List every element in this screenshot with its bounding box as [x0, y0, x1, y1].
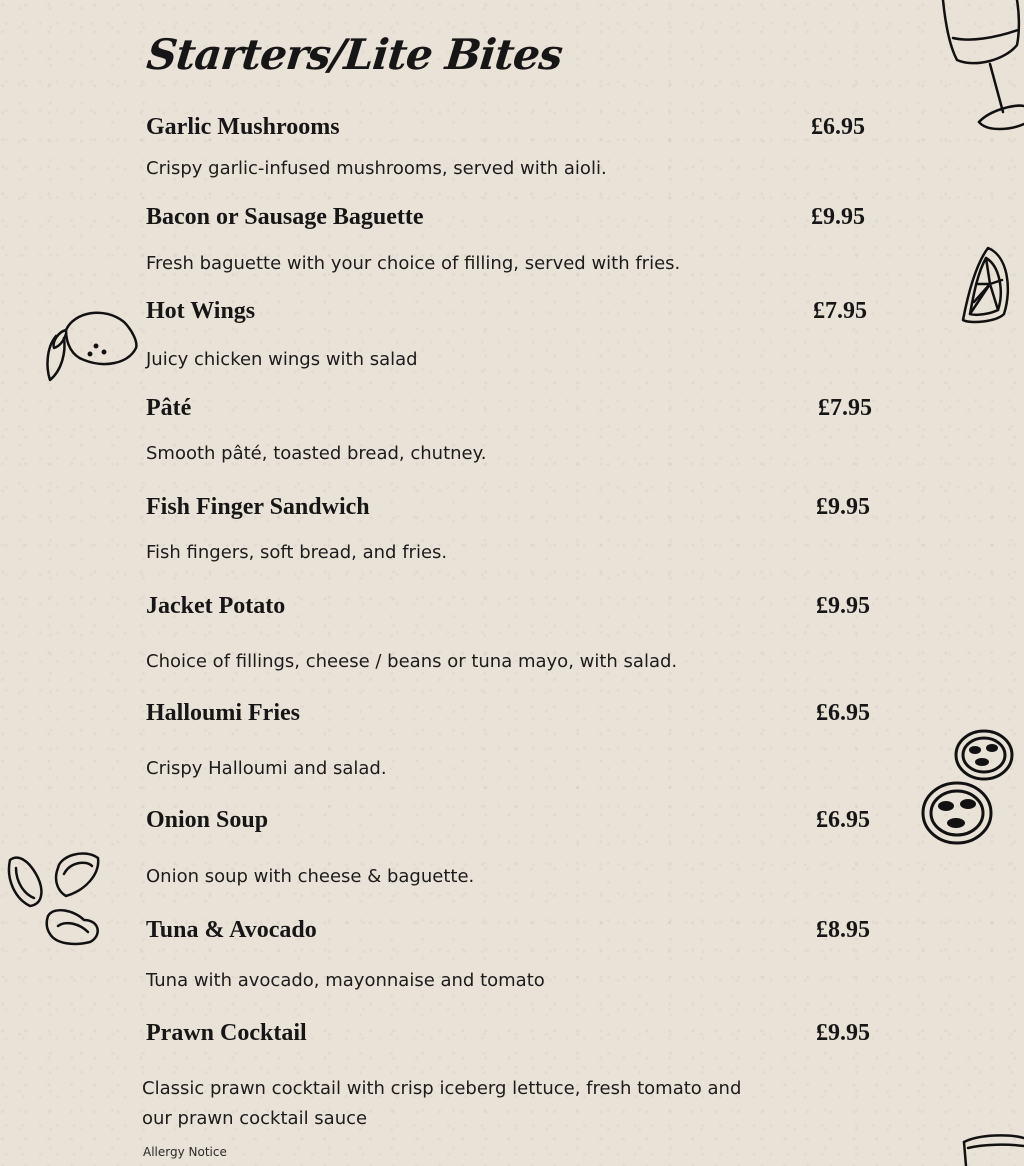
item-price: £6.95	[816, 700, 870, 726]
tomato-slices-icon	[920, 728, 1016, 848]
item-price: £6.95	[816, 807, 870, 833]
item-name: Bacon or Sausage Baguette	[146, 204, 424, 230]
item-price: £9.95	[811, 204, 865, 230]
item-name: Prawn Cocktail	[146, 1020, 307, 1046]
item-description: Smooth pâté, toasted bread, chutney.	[146, 443, 487, 464]
lemon-icon	[44, 308, 140, 384]
item-name: Hot Wings	[146, 298, 256, 324]
item-price: £9.95	[816, 593, 870, 619]
cup-icon	[960, 1132, 1024, 1166]
wine-glass-icon	[935, 0, 1024, 140]
item-price: £6.95	[811, 114, 865, 140]
item-description: Fresh baguette with your choice of filling, served with fries.	[146, 253, 681, 274]
oysters-icon	[4, 848, 104, 948]
item-name: Tuna & Avocado	[146, 917, 317, 943]
item-description: Crispy garlic-infused mushrooms, served with aioli.	[146, 158, 607, 179]
item-description: Fish fingers, soft bread, and fries.	[146, 542, 448, 563]
item-description: Classic prawn cocktail with crisp iceberg lettuce, fresh tomato and our prawn cocktail sauce	[142, 1078, 742, 1129]
item-price: £8.95	[816, 917, 870, 943]
item-description: Tuna with avocado, mayonnaise and tomato	[146, 970, 545, 991]
item-name: Fish Finger Sandwich	[146, 494, 370, 520]
item-name: Garlic Mushrooms	[146, 114, 340, 140]
orange-slice-icon	[958, 244, 1014, 326]
allergy-notice: Allergy Notice	[143, 1145, 227, 1159]
item-description: Crispy Halloumi and salad.	[146, 758, 387, 779]
item-price: £7.95	[818, 395, 872, 421]
item-price: £9.95	[816, 1020, 870, 1046]
item-description: Choice of fillings, cheese / beans or tuna mayo, with salad.	[146, 651, 678, 672]
item-name: Pâté	[146, 395, 192, 421]
item-price: £7.95	[813, 298, 867, 324]
item-name: Halloumi Fries	[146, 700, 300, 726]
item-name: Onion Soup	[146, 807, 269, 833]
item-name: Jacket Potato	[146, 593, 286, 619]
menu-title: Starters/Lite Bites	[144, 30, 565, 79]
item-description: Onion soup with cheese & baguette.	[146, 866, 475, 887]
item-price: £9.95	[816, 494, 870, 520]
item-description: Juicy chicken wings with salad	[146, 349, 418, 370]
